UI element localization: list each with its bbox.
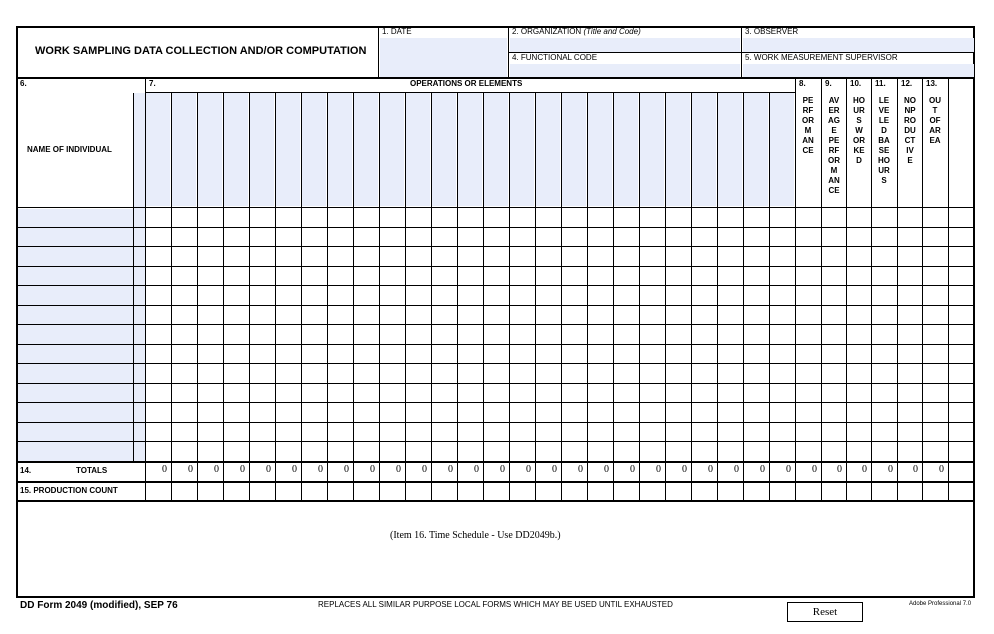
functional-code-label: 4. FUNCTIONAL CODE — [512, 53, 598, 62]
date-label: 1. DATE — [382, 27, 412, 36]
reset-button[interactable]: Reset — [787, 602, 863, 622]
totals-cell: 0 — [888, 464, 893, 475]
totals-cell: 0 — [812, 464, 817, 475]
totals-cell: 0 — [474, 464, 479, 475]
totals-cell: 0 — [786, 464, 791, 475]
extra-col-num: 8. — [799, 79, 806, 88]
work-units-fill[interactable] — [134, 93, 145, 461]
totals-cell: 0 — [344, 464, 349, 475]
totals-cell: 0 — [396, 464, 401, 475]
totals-cell: 0 — [578, 464, 583, 475]
supervisor-field[interactable] — [743, 64, 974, 77]
operation-header-field[interactable] — [276, 93, 300, 206]
operation-header-field[interactable] — [718, 93, 742, 206]
totals-cell: 0 — [292, 464, 297, 475]
extra-col-header: PERFORMANCE — [802, 96, 814, 155]
totals-cell: 0 — [939, 464, 944, 475]
totals-cell: 0 — [656, 464, 661, 475]
extra-col-header: AVERAGE PERFORMANCE — [828, 96, 840, 195]
form-title: WORK SAMPLING DATA COLLECTION AND/OR COMPUTATION — [35, 45, 367, 57]
organization-label-main: 2. ORGANIZATION — [512, 27, 582, 36]
totals-cell: 0 — [214, 464, 219, 475]
operation-header-field[interactable] — [224, 93, 248, 206]
time-schedule-note: (Item 16. Time Schedule - Use DD2049b.) — [390, 530, 561, 541]
functional-code-field[interactable] — [510, 64, 740, 77]
production-count-label: 15. PRODUCTION COUNT — [20, 486, 118, 495]
operation-header-field[interactable] — [484, 93, 508, 206]
operation-header-field[interactable] — [692, 93, 716, 206]
extra-col-header: HOURS WORKED — [853, 96, 865, 165]
operation-header-field[interactable] — [406, 93, 430, 206]
organization-label — [512, 27, 641, 36]
totals-cell: 0 — [448, 464, 453, 475]
operation-header-field[interactable] — [328, 93, 352, 206]
software-note: Adobe Professional 7.0 — [909, 601, 972, 607]
totals-cell: 0 — [630, 464, 635, 475]
supervisor-label: 5. WORK MEASUREMENT SUPERVISOR — [745, 53, 898, 62]
operation-header-field[interactable] — [172, 93, 196, 206]
totals-cell: 0 — [734, 464, 739, 475]
totals-cell: 0 — [552, 464, 557, 475]
observer-label: 3. OBSERVER — [745, 27, 799, 36]
item7-label: 7. — [149, 79, 156, 88]
totals-cell: 0 — [266, 464, 271, 475]
operation-header-field[interactable] — [614, 93, 638, 206]
operation-header-field[interactable] — [354, 93, 378, 206]
operation-header-field[interactable] — [146, 93, 170, 206]
operation-header-field[interactable] — [380, 93, 404, 206]
totals-cell: 0 — [682, 464, 687, 475]
totals-cell: 0 — [162, 464, 167, 475]
extra-col-num: 10. — [850, 79, 862, 88]
operation-header-field[interactable] — [588, 93, 612, 206]
operation-header-field[interactable] — [744, 93, 768, 206]
totals-cell: 0 — [708, 464, 713, 475]
totals-cell: 0 — [913, 464, 918, 475]
organization-label-italic: (Title and Code) — [583, 27, 641, 36]
totals-cell: 0 — [318, 464, 323, 475]
operation-header-field[interactable] — [536, 93, 560, 206]
totals-cell: 0 — [862, 464, 867, 475]
name-header: NAME OF INDIVIDUAL — [27, 145, 112, 154]
operation-header-field[interactable] — [770, 93, 794, 206]
date-field[interactable] — [380, 38, 507, 77]
extra-col-num: 13. — [926, 79, 938, 88]
organization-field[interactable] — [510, 38, 740, 52]
form-id: DD Form 2049 (modified), SEP 76 — [20, 600, 178, 611]
extra-col-num: 11. — [875, 79, 886, 88]
extra-col-header: OUT OF AREA — [929, 96, 941, 145]
extra-col-num: 12. — [901, 79, 913, 88]
operation-header-field[interactable] — [250, 93, 274, 206]
totals-cell: 0 — [422, 464, 427, 475]
operation-header-field[interactable] — [562, 93, 586, 206]
totals-cell: 0 — [526, 464, 531, 475]
totals-num: 14. — [20, 466, 32, 475]
operation-header-field[interactable] — [432, 93, 456, 206]
observer-field[interactable] — [743, 38, 974, 52]
totals-label: TOTALS — [76, 466, 108, 475]
operation-header-field[interactable] — [198, 93, 222, 206]
item6-label: 6. — [20, 79, 27, 88]
totals-cell: 0 — [604, 464, 609, 475]
totals-cell: 0 — [500, 464, 505, 475]
totals-cell: 0 — [188, 464, 193, 475]
totals-cell: 0 — [837, 464, 842, 475]
extra-col-header: LEVELED BASE HOURS — [878, 96, 890, 185]
totals-cell: 0 — [370, 464, 375, 475]
operation-header-field[interactable] — [510, 93, 534, 206]
totals-cell: 0 — [760, 464, 765, 475]
operation-header-field[interactable] — [640, 93, 664, 206]
extra-col-num: 9. — [825, 79, 832, 88]
replaces-note: REPLACES ALL SIMILAR PURPOSE LOCAL FORMS WHICH MAY BE USED UNTIL EXHAUSTED — [318, 600, 673, 609]
extra-col-header: NONPRODUCTIVE — [904, 96, 916, 165]
operation-header-field[interactable] — [458, 93, 482, 206]
totals-cell: 0 — [240, 464, 245, 475]
operation-header-field[interactable] — [302, 93, 326, 206]
operations-header: OPERATIONS OR ELEMENTS — [410, 79, 523, 88]
operation-header-field[interactable] — [666, 93, 690, 206]
